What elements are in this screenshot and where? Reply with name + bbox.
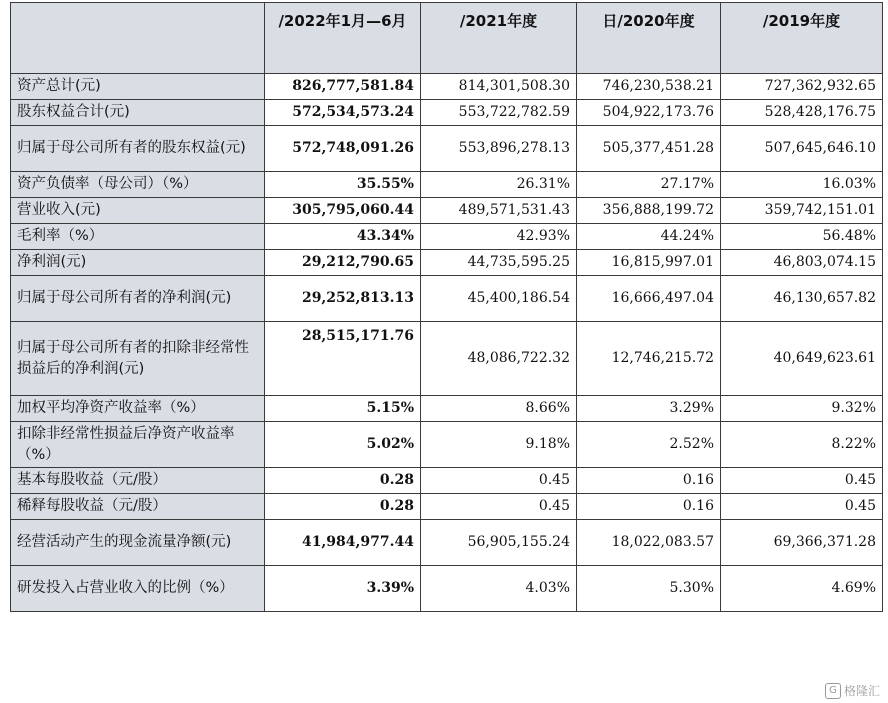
value-cell: 4.69% bbox=[721, 566, 883, 612]
value-cell: 8.66% bbox=[421, 396, 577, 422]
financial-summary-table bbox=[10, 2, 883, 612]
value-cell: 3.29% bbox=[577, 396, 721, 422]
value-cell: 0.28 bbox=[265, 468, 421, 494]
table-row bbox=[11, 250, 883, 276]
value-cell: 727,362,932.65 bbox=[721, 74, 883, 100]
value-cell: 46,803,074.15 bbox=[721, 250, 883, 276]
value-cell: 0.45 bbox=[421, 494, 577, 520]
value-cell: 18,022,083.57 bbox=[577, 520, 721, 566]
row-label: 研发投入占营业收入的比例（%） bbox=[11, 566, 265, 612]
value-cell: 41,984,977.44 bbox=[265, 520, 421, 566]
row-label: 扣除非经常性损益后净资产收益率（%） bbox=[11, 422, 265, 468]
value-cell: 746,230,538.21 bbox=[577, 74, 721, 100]
watermark-logo-icon: G bbox=[825, 683, 841, 699]
value-cell: 48,086,722.32 bbox=[421, 322, 577, 396]
value-cell: 35.55% bbox=[265, 172, 421, 198]
row-label: 资产负债率（母公司）（%） bbox=[11, 172, 265, 198]
value-cell: 814,301,508.30 bbox=[421, 74, 577, 100]
value-cell: 826,777,581.84 bbox=[265, 74, 421, 100]
value-cell: 359,742,151.01 bbox=[721, 198, 883, 224]
table-row bbox=[11, 198, 883, 224]
value-cell: 29,212,790.65 bbox=[265, 250, 421, 276]
table-row bbox=[11, 276, 883, 322]
value-cell: 505,377,451.28 bbox=[577, 126, 721, 172]
value-cell: 44.24% bbox=[577, 224, 721, 250]
value-cell: 45,400,186.54 bbox=[421, 276, 577, 322]
value-cell: 16.03% bbox=[721, 172, 883, 198]
table-row bbox=[11, 172, 883, 198]
value-cell: 3.39% bbox=[265, 566, 421, 612]
row-label: 归属于母公司所有者的净利润(元) bbox=[11, 276, 265, 322]
value-cell: 0.28 bbox=[265, 494, 421, 520]
watermark bbox=[825, 682, 880, 699]
value-cell: 0.45 bbox=[721, 494, 883, 520]
header-period-2019: /2019年度 bbox=[721, 3, 883, 74]
value-cell: 4.03% bbox=[421, 566, 577, 612]
row-label: 资产总计(元) bbox=[11, 74, 265, 100]
row-label: 基本每股收益（元/股） bbox=[11, 468, 265, 494]
table-row bbox=[11, 224, 883, 250]
value-cell: 553,722,782.59 bbox=[421, 100, 577, 126]
value-cell: 29,252,813.13 bbox=[265, 276, 421, 322]
value-cell: 46,130,657.82 bbox=[721, 276, 883, 322]
value-cell: 528,428,176.75 bbox=[721, 100, 883, 126]
table-row bbox=[11, 322, 883, 396]
row-label: 营业收入(元) bbox=[11, 198, 265, 224]
header-row bbox=[11, 3, 883, 74]
value-cell: 9.32% bbox=[721, 396, 883, 422]
value-cell: 42.93% bbox=[421, 224, 577, 250]
value-cell: 356,888,199.72 bbox=[577, 198, 721, 224]
value-cell: 504,922,173.76 bbox=[577, 100, 721, 126]
value-cell: 507,645,646.10 bbox=[721, 126, 883, 172]
value-cell: 8.22% bbox=[721, 422, 883, 468]
value-cell: 0.45 bbox=[721, 468, 883, 494]
value-cell: 56.48% bbox=[721, 224, 883, 250]
value-cell: 489,571,531.43 bbox=[421, 198, 577, 224]
table-row bbox=[11, 126, 883, 172]
header-period-2022h1: /2022年1月—6月 bbox=[265, 3, 421, 74]
value-cell: 5.02% bbox=[265, 422, 421, 468]
table-row bbox=[11, 468, 883, 494]
value-cell: 0.16 bbox=[577, 494, 721, 520]
value-cell: 5.30% bbox=[577, 566, 721, 612]
value-cell: 16,666,497.04 bbox=[577, 276, 721, 322]
value-cell: 572,534,573.24 bbox=[265, 100, 421, 126]
value-cell: 5.15% bbox=[265, 396, 421, 422]
table-row bbox=[11, 74, 883, 100]
value-cell: 56,905,155.24 bbox=[421, 520, 577, 566]
header-period-2021: /2021年度 bbox=[421, 3, 577, 74]
row-label: 经营活动产生的现金流量净额(元) bbox=[11, 520, 265, 566]
row-label: 加权平均净资产收益率（%） bbox=[11, 396, 265, 422]
row-label: 股东权益合计(元) bbox=[11, 100, 265, 126]
row-label: 归属于母公司所有者的扣除非经常性损益后的净利润(元) bbox=[11, 322, 265, 396]
value-cell: 9.18% bbox=[421, 422, 577, 468]
table-row bbox=[11, 566, 883, 612]
row-label: 净利润(元) bbox=[11, 250, 265, 276]
row-label: 毛利率（%） bbox=[11, 224, 265, 250]
row-label: 稀释每股收益（元/股） bbox=[11, 494, 265, 520]
table-row bbox=[11, 520, 883, 566]
value-cell: 27.17% bbox=[577, 172, 721, 198]
table-row bbox=[11, 100, 883, 126]
header-period-2020: 日/2020年度 bbox=[577, 3, 721, 74]
value-cell: 0.16 bbox=[577, 468, 721, 494]
table-row bbox=[11, 494, 883, 520]
value-cell: 553,896,278.13 bbox=[421, 126, 577, 172]
value-cell: 305,795,060.44 bbox=[265, 198, 421, 224]
table-row bbox=[11, 422, 883, 468]
value-cell: 2.52% bbox=[577, 422, 721, 468]
value-cell: 12,746,215.72 bbox=[577, 322, 721, 396]
value-cell: 40,649,623.61 bbox=[721, 322, 883, 396]
watermark-text: 格隆汇 bbox=[843, 684, 880, 698]
table-row bbox=[11, 396, 883, 422]
value-cell: 69,366,371.28 bbox=[721, 520, 883, 566]
value-cell: 0.45 bbox=[421, 468, 577, 494]
value-cell: 572,748,091.26 bbox=[265, 126, 421, 172]
row-label: 归属于母公司所有者的股东权益(元) bbox=[11, 126, 265, 172]
value-cell: 16,815,997.01 bbox=[577, 250, 721, 276]
header-corner-cell bbox=[11, 3, 265, 74]
value-cell: 28,515,171.76 bbox=[265, 322, 421, 396]
value-cell: 43.34% bbox=[265, 224, 421, 250]
value-cell: 44,735,595.25 bbox=[421, 250, 577, 276]
value-cell: 26.31% bbox=[421, 172, 577, 198]
